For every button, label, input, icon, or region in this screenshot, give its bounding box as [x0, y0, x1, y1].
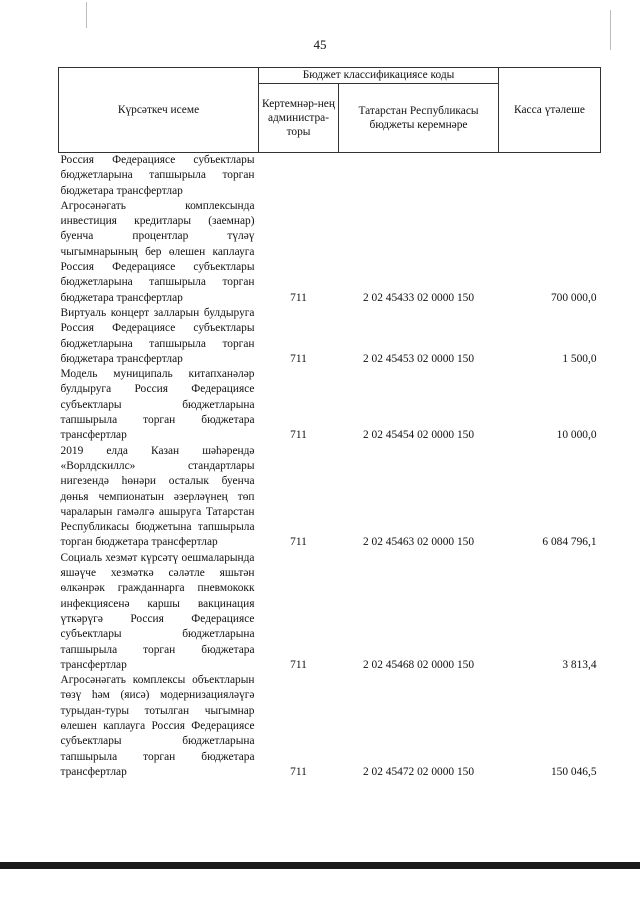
- row-budget-code: [339, 153, 499, 199]
- row-administrator: 711: [290, 291, 307, 304]
- header-revenue-administrator: Кертемнәр-нең администра-торы: [259, 84, 339, 153]
- row-administrator: 711: [290, 765, 307, 778]
- row-cash-amount: 3 813,4: [562, 658, 597, 671]
- table-row: [59, 306, 601, 367]
- row-indicator-name: Социаль хезмәт күрсәтү оешмаларында яшәүче хезмәткә сәләтле яшьтән өлкәнрәк гражданнарга пневмококк инфекциясенә каршы вакцинация үткәрүгә Россия Федерациясе субъектлары бюджетларына тапшырыла торган бюджетара трансфертлар: [60, 551, 255, 671]
- row-administrator: 711: [290, 536, 307, 549]
- table-row: [59, 153, 601, 199]
- budget-revenue-table: [58, 67, 601, 780]
- page-number: 45: [313, 37, 327, 52]
- row-administrator: 711: [290, 352, 307, 365]
- row-budget-code: 2 02 45433 02 0000 150: [362, 291, 475, 304]
- table-row: [59, 367, 601, 443]
- row-indicator-name: Виртуаль концерт залларын булдыруга Россия Федерациясе субъектлары бюджетларына тапшырыла торган бюджетара трансфертлар: [60, 306, 255, 365]
- row-cash-amount: 10 000,0: [556, 429, 597, 442]
- scan-bottom-border: [0, 862, 640, 869]
- row-indicator-name: 2019 елда Казан шәһәрендә «Ворлдскиллс» стандартлары нигезендә һөнәри осталык буенча дөнья чемпионатын әзерләүнең төп чараларын гамәлгә ашыруга Татарстан Республикасы бюджетына тапшырыла торган бюджетара трансфертлар: [60, 444, 255, 549]
- scan-edge-mark: [86, 2, 87, 28]
- row-administrator: [259, 153, 339, 199]
- row-indicator-name: Модель муниципаль китапханәләр булдыруга Россия Федерациясе субъектлары бюджетларына тапшырыла торган бюджетара трансфертлар: [60, 368, 255, 442]
- table-row: [59, 673, 601, 780]
- header-cash-execution: Касса үтәлеше: [499, 68, 601, 153]
- row-cash-amount: 150 046,5: [550, 765, 597, 778]
- scan-edge-mark: [610, 10, 611, 50]
- row-cash-amount: 1 500,0: [562, 352, 597, 365]
- table-row: [59, 199, 601, 306]
- table-row: [59, 551, 601, 673]
- row-indicator-name: Россия Федерациясе субъектлары бюджетларына тапшырыла торган бюджетара трансфертлар: [60, 154, 255, 197]
- row-budget-code: 2 02 45472 02 0000 150: [362, 765, 475, 778]
- row-cash-amount: 700 000,0: [550, 291, 597, 304]
- row-administrator: 711: [290, 429, 307, 442]
- row-indicator-name: Агросәнәгать комплексы объектларын төзү һәм (яисә) модернизацияләүгә турыдан-туры тотылган чыгымнар өлешен каплауга Россия Федерациясе субъектлары бюджетларына тапшырыла торган бюджетара трансфертлар: [60, 674, 255, 778]
- header-budget-classification: Бюджет классификациясе коды: [259, 68, 499, 84]
- table-row: [59, 444, 601, 551]
- row-budget-code: 2 02 45463 02 0000 150: [362, 536, 475, 549]
- row-administrator: 711: [290, 658, 307, 671]
- header-indicator-name: Күрсәткеч исеме: [59, 68, 259, 153]
- row-indicator-name: Агросәнәгать комплексында инвестиция кредитлары (заемнар) буенча процентлар түләү чыгымнарының бер өлешен каплауга Россия Федерациясе субъектлары бюджетларына тапшырыла торган бюджетара трансфертлар: [60, 199, 255, 304]
- row-budget-code: 2 02 45468 02 0000 150: [362, 658, 475, 671]
- row-budget-code: 2 02 45453 02 0000 150: [362, 352, 475, 365]
- row-budget-code: 2 02 45454 02 0000 150: [362, 429, 475, 442]
- header-tatarstan-revenue: Татарстан Республикасы бюджеты керемнәре: [339, 84, 499, 153]
- row-cash-amount: 6 084 796,1: [542, 536, 597, 549]
- row-cash-amount: [499, 153, 601, 199]
